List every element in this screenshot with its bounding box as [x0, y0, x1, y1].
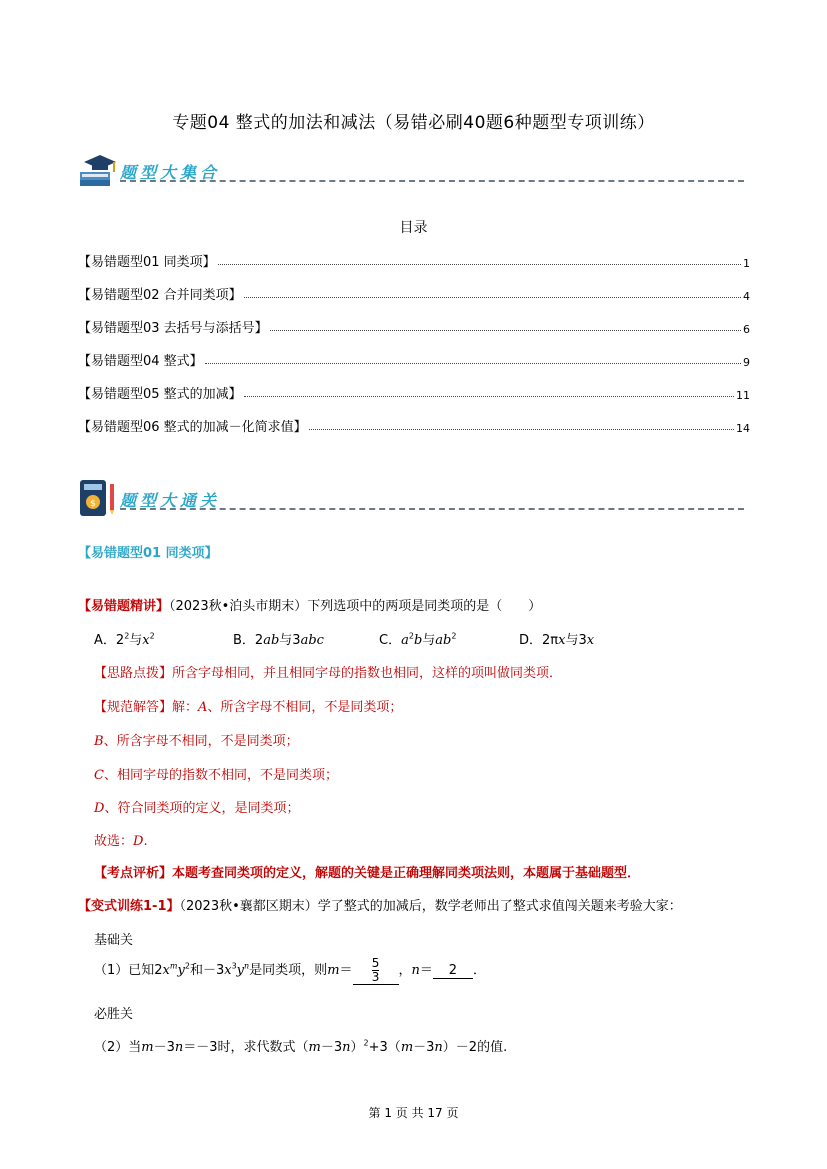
- toc-entry-label: 【易错题型04 整式】: [78, 354, 203, 369]
- option-b[interactable]: B．2ab与3abc: [233, 633, 324, 648]
- toc-leader: [205, 363, 741, 364]
- m-answer-blank: [353, 957, 399, 985]
- toc-entry-label: 【易错题型06 整式的加减－化简求值】: [78, 420, 307, 435]
- toc-entry-page: 14: [736, 422, 750, 435]
- answer-line: 【规范解答】解：A、所含字母不相同，不是同类项；: [94, 700, 403, 715]
- toc-entry-label: 【易错题型05 整式的加减】: [78, 387, 242, 402]
- hint-text: 所含字母相同，并且相同字母的指数也相同，这样的项叫做同类项．: [172, 666, 563, 681]
- variant-question: [78, 895, 682, 914]
- example-question-text: （2023秋•泊头市期末）下列选项中的两项是同类项的是（ ）: [169, 599, 542, 614]
- toc-entry-page: 6: [743, 323, 750, 336]
- analysis: [94, 862, 640, 881]
- toc-entry[interactable]: [78, 347, 750, 369]
- question-2: （2）当m－3n＝－3时，求代数式$(m-3n)^2+3(m-3n)-2$的值.: [94, 1038, 508, 1055]
- hint-tag: 【思路点拨】: [94, 666, 173, 681]
- banner-divider: [120, 508, 744, 510]
- variant-question-text: （2023秋•襄都区期末）学了整式的加减后，数学老师出了整式求值闯关题来考验大家：: [179, 899, 682, 914]
- answer-line: C、相同字母的指数不相同，不是同类项；: [94, 768, 338, 783]
- n-answer-blank: 2: [433, 963, 473, 979]
- option-c[interactable]: C．$a^2b$与$ab^2$: [379, 631, 457, 648]
- answer-tag: 【规范解答】: [94, 700, 173, 715]
- fraction: $\frac{5}{3}$: [371, 956, 380, 984]
- toc-entry[interactable]: [78, 314, 750, 336]
- toc-leader: [270, 330, 741, 331]
- banner-divider: [120, 180, 744, 182]
- toc-entry[interactable]: [78, 248, 750, 270]
- toc-entry-page: 9: [743, 356, 750, 369]
- graduation-book-icon: [78, 150, 118, 190]
- collection-banner-label: 题型大集合: [120, 163, 221, 182]
- hint: [94, 662, 562, 681]
- toc-entry[interactable]: [78, 281, 750, 303]
- toc-leader: [244, 396, 734, 397]
- collection-banner: [78, 150, 744, 196]
- question-1: （1）已知$2x^my^2$和$-3x^3y^n$是同类项，则m＝ $\frac{5}{3}$ ，n＝ 2 ．: [94, 956, 486, 984]
- analysis-tag: 【考点评析】: [94, 866, 173, 881]
- calculator-icon: [78, 478, 118, 518]
- section-heading: 【易错题型01 同类项】: [78, 546, 218, 561]
- toc-entry-page: 1: [743, 257, 750, 270]
- toc-entry-label: 【易错题型03 去括号与添括号】: [78, 321, 268, 336]
- svg-text:$: $: [90, 499, 96, 509]
- toc-entry-label: 【易错题型02 合并同类项】: [78, 288, 242, 303]
- toc-entry-label: 【易错题型01 同类项】: [78, 255, 216, 270]
- toc-leader: [309, 429, 734, 430]
- toc-leader: [244, 297, 741, 298]
- toc-entry[interactable]: [78, 413, 750, 435]
- answer-choice: 故选：D.: [94, 834, 148, 849]
- option-d[interactable]: D．2πx与3x: [519, 633, 595, 648]
- toc-entry[interactable]: [78, 380, 750, 402]
- option-list: [94, 629, 654, 649]
- option-a[interactable]: A．$2^2$与$x^2$: [94, 631, 155, 648]
- practice-banner: [78, 478, 744, 524]
- example-tag: 【易错题精讲】: [78, 599, 170, 614]
- answer-line: B、所含字母不相同，不是同类项；: [94, 734, 299, 749]
- variant-tag: 【变式训练1-1】: [78, 899, 180, 914]
- answer-line: D、符合同类项的定义，是同类项；: [94, 801, 300, 816]
- example-question: [78, 595, 541, 614]
- toc-leader: [218, 264, 741, 265]
- page-footer: 第 1 页 共 17 页: [368, 1106, 459, 1120]
- toc-entry-page: 11: [736, 389, 750, 402]
- level-basic: 基础关: [94, 933, 134, 948]
- level-advanced: 必胜关: [94, 1007, 134, 1022]
- practice-banner-label: 题型大通关: [120, 491, 221, 510]
- document-title: 专题04 整式的加法和减法（易错必刷40题6种题型专项训练）: [172, 113, 655, 133]
- toc-heading: 目录: [399, 220, 428, 236]
- toc-entry-page: 4: [743, 290, 750, 303]
- analysis-text: 本题考查同类项的定义，解题的关键是正确理解同类项法则，本题属于基础题型．: [172, 866, 641, 881]
